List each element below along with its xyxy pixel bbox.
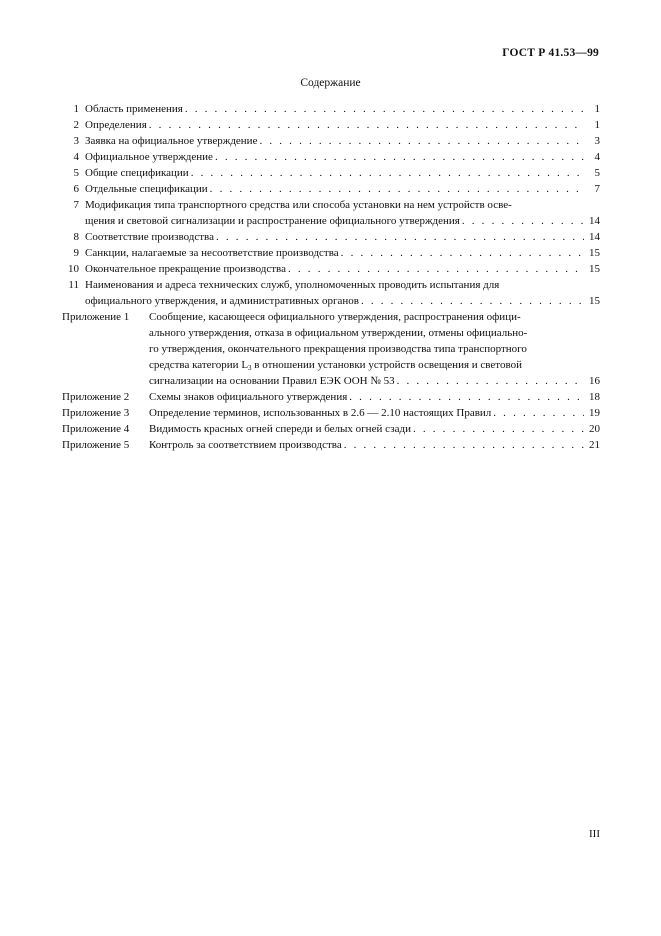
table-of-contents (62, 101, 600, 453)
toc-entry-page: 4 (594, 151, 600, 163)
toc-entry-number: 4 (73, 151, 79, 163)
dot-leader (341, 245, 584, 261)
toc-entry-page: 1 (594, 119, 600, 131)
appendix-label: Приложение 2 (62, 391, 130, 403)
appendix-title: Сообщение, касающееся официального утверждения, распространения офици- (149, 311, 521, 323)
dot-leader (149, 117, 584, 133)
toc-appendix-3[interactable] (62, 405, 600, 421)
toc-entry-page: 7 (594, 183, 600, 195)
toc-title: Содержание (300, 77, 361, 89)
dot-leader (344, 437, 584, 453)
toc-entry-title: Санкции, налагаемые за несоответствие производства (85, 247, 339, 259)
dot-leader (191, 165, 584, 181)
toc-appendix-5[interactable] (62, 437, 600, 453)
toc-entry-title: Официальное утверждение (85, 151, 213, 163)
appendix-title-cont: ального утверждения, отказа в официальном утверждении, отмены официально- (149, 327, 528, 339)
toc-entry-number: 2 (73, 119, 79, 131)
appendix-title: Контроль за соответствием производства (149, 439, 342, 451)
toc-entry-title: Наименования и адреса технических служб, уполномоченных проводить испытания для (85, 279, 500, 291)
toc-entry-title: Область применения (85, 103, 183, 115)
toc-entry-number: 9 (73, 247, 79, 259)
appendix-title-cont: сигнализации на основании Правил ЕЭК ООН № 53 (149, 375, 395, 387)
appendix-label: Приложение 1 (62, 311, 130, 323)
toc-entry-number: 8 (73, 231, 79, 243)
appendix-title: Схемы знаков официального утверждения (149, 391, 348, 403)
appendix-label: Приложение 3 (62, 407, 130, 419)
dot-leader (185, 101, 584, 117)
appendix-label: Приложение 5 (62, 439, 130, 451)
toc-entry-title: Заявка на официальное утверждение (85, 135, 258, 147)
toc-entry-10[interactable] (62, 261, 600, 277)
toc-entry-11[interactable] (62, 277, 600, 309)
toc-entry-number: 3 (73, 135, 79, 147)
toc-entry-number: 10 (68, 263, 79, 275)
dot-leader (349, 389, 584, 405)
toc-appendix-2[interactable] (62, 389, 600, 405)
toc-entry-number: 1 (73, 103, 79, 115)
toc-entry-page: 14 (589, 215, 600, 227)
toc-entry-page: 3 (594, 135, 600, 147)
toc-entry-page: 14 (589, 231, 600, 243)
toc-entry-page: 15 (589, 263, 600, 275)
appendix-page: 18 (589, 391, 600, 403)
toc-entry-title: Модификация типа транспортного средства или способа установки на нем устройств осве- (85, 199, 512, 211)
toc-entry-3[interactable] (62, 133, 600, 149)
toc-entry-page: 5 (594, 167, 600, 179)
appendix-title-cont: го утверждения, окончательного прекращения производства типа транспортного (149, 343, 527, 355)
toc-entry-6[interactable] (62, 181, 600, 197)
toc-entry-title-cont: щения и световой сигнализации и распространение официального утверждения (85, 215, 460, 227)
category-subscript: 3 (248, 364, 252, 372)
toc-entry-number: 5 (73, 167, 79, 179)
toc-appendix-4[interactable] (62, 421, 600, 437)
appendix-page: 21 (589, 439, 600, 451)
toc-entry-title: Соответствие производства (85, 231, 214, 243)
dot-leader (210, 181, 584, 197)
dot-leader (397, 373, 584, 389)
toc-entry-number: 7 (73, 199, 79, 211)
toc-entry-title: Общие спецификации (85, 167, 189, 179)
appendix-title-cont: средства категории L (149, 359, 249, 371)
toc-entry-title: Окончательное прекращение производства (85, 263, 286, 275)
dot-leader (288, 261, 584, 277)
appendix-page: 19 (589, 407, 600, 419)
dot-leader (259, 133, 584, 149)
toc-entry-page: 15 (589, 295, 600, 307)
appendix-page: 20 (589, 423, 600, 435)
toc-entry-5[interactable] (62, 165, 600, 181)
appendix-title: Определение терминов, использованных в 2.6 — 2.10 настоящих Правил (149, 407, 492, 419)
toc-entry-page: 1 (594, 103, 600, 115)
appendix-title-cont: в отношении установки устройств освещения и световой (251, 359, 522, 371)
toc-entry-title: Определения (85, 119, 147, 131)
toc-entry-number: 6 (73, 183, 79, 195)
toc-entry-title-cont: официального утверждения, и административных органов (85, 295, 359, 307)
toc-entry-8[interactable] (62, 229, 600, 245)
toc-entry-7[interactable] (62, 197, 600, 229)
toc-entry-2[interactable] (62, 117, 600, 133)
toc-entry-1[interactable] (62, 101, 600, 117)
toc-entry-4[interactable] (62, 149, 600, 165)
appendix-page: 16 (589, 375, 600, 387)
toc-entry-9[interactable] (62, 245, 600, 261)
toc-entry-title: Отдельные спецификации (85, 183, 208, 195)
dot-leader (216, 229, 584, 245)
appendix-label: Приложение 4 (62, 423, 130, 435)
dot-leader (215, 149, 584, 165)
dot-leader (462, 213, 584, 229)
dot-leader (493, 405, 584, 421)
toc-appendix-1[interactable] (62, 309, 600, 389)
page-number: III (589, 828, 600, 840)
toc-entry-page: 15 (589, 247, 600, 259)
toc-entry-number: 11 (68, 279, 79, 291)
dot-leader (361, 293, 584, 309)
appendix-title: Видимость красных огней спереди и белых огней сзади (149, 423, 411, 435)
dot-leader (413, 421, 584, 437)
standard-code: ГОСТ Р 41.53—99 (502, 47, 599, 59)
